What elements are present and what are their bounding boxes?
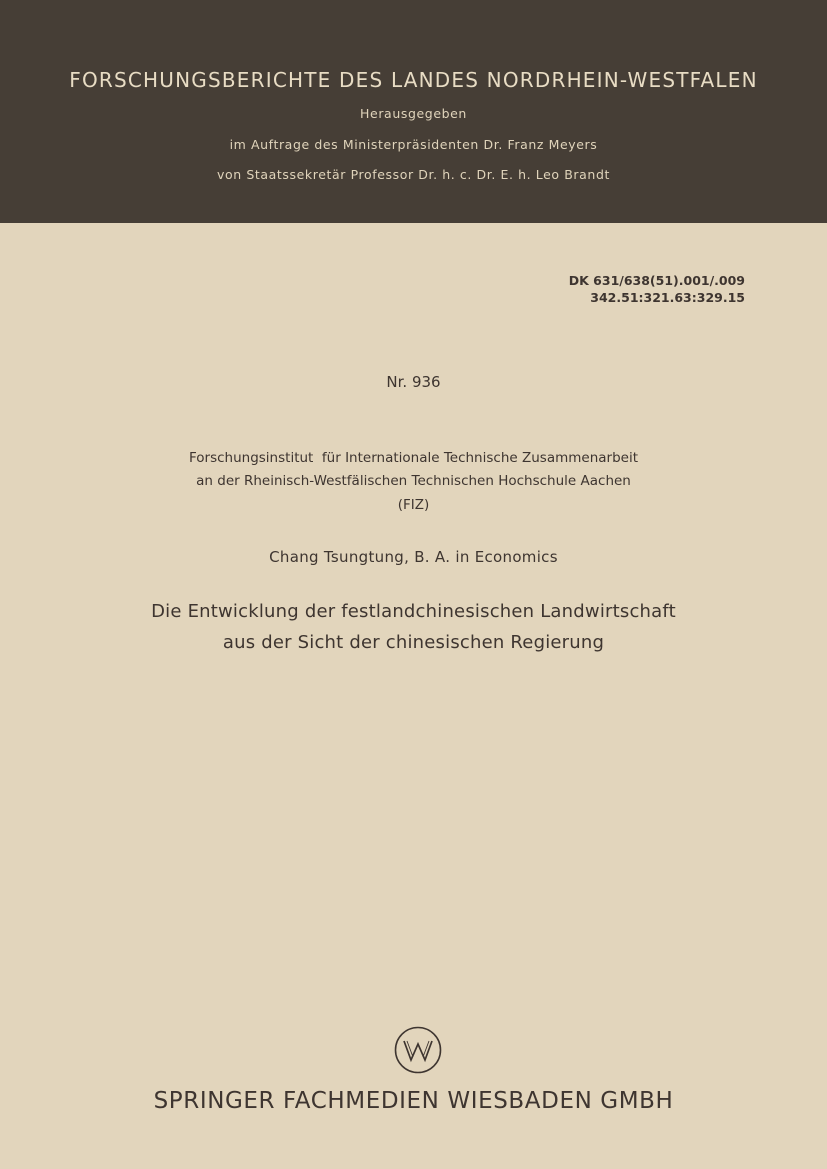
publisher-logo-icon <box>394 1026 442 1074</box>
header-band <box>0 0 827 223</box>
editor-label: Herausgegeben <box>360 106 467 121</box>
secretary-line: von Staatssekretär Professor Dr. h. c. Dr. E. h. Leo Brandt <box>216 167 610 182</box>
institute-line-1: Forschungsinstitut für Internationale Technische Zusammenarbeit <box>188 450 638 466</box>
series-title: FORSCHUNGSBERICHTE DES LANDES NORDRHEIN-WESTFALEN <box>69 68 758 92</box>
report-number: Nr. 936 <box>386 373 441 391</box>
institute-abbreviation: (FIZ) <box>397 497 430 513</box>
commission-line: im Auftrage des Ministerpräsidenten Dr. Franz Meyers <box>229 137 598 152</box>
title-line-2: aus der Sicht der chinesischen Regierung <box>222 632 605 653</box>
classification-line-2: 342.51:321.63:329.15 <box>590 290 745 305</box>
author-line: Chang Tsungtung, B. A. in Economics <box>269 548 558 566</box>
publisher-name: SPRINGER FACHMEDIEN WIESBADEN GMBH <box>153 1088 674 1114</box>
classification-block <box>569 272 745 306</box>
institute-line-2: an der Rheinisch-Westfälischen Technischen Hochschule Aachen <box>196 473 631 489</box>
title-line-1: Die Entwicklung der festlandchinesischen Landwirtschaft <box>151 601 676 622</box>
classification-line-1: DK 631/638(51).001/.009 <box>568 273 745 288</box>
